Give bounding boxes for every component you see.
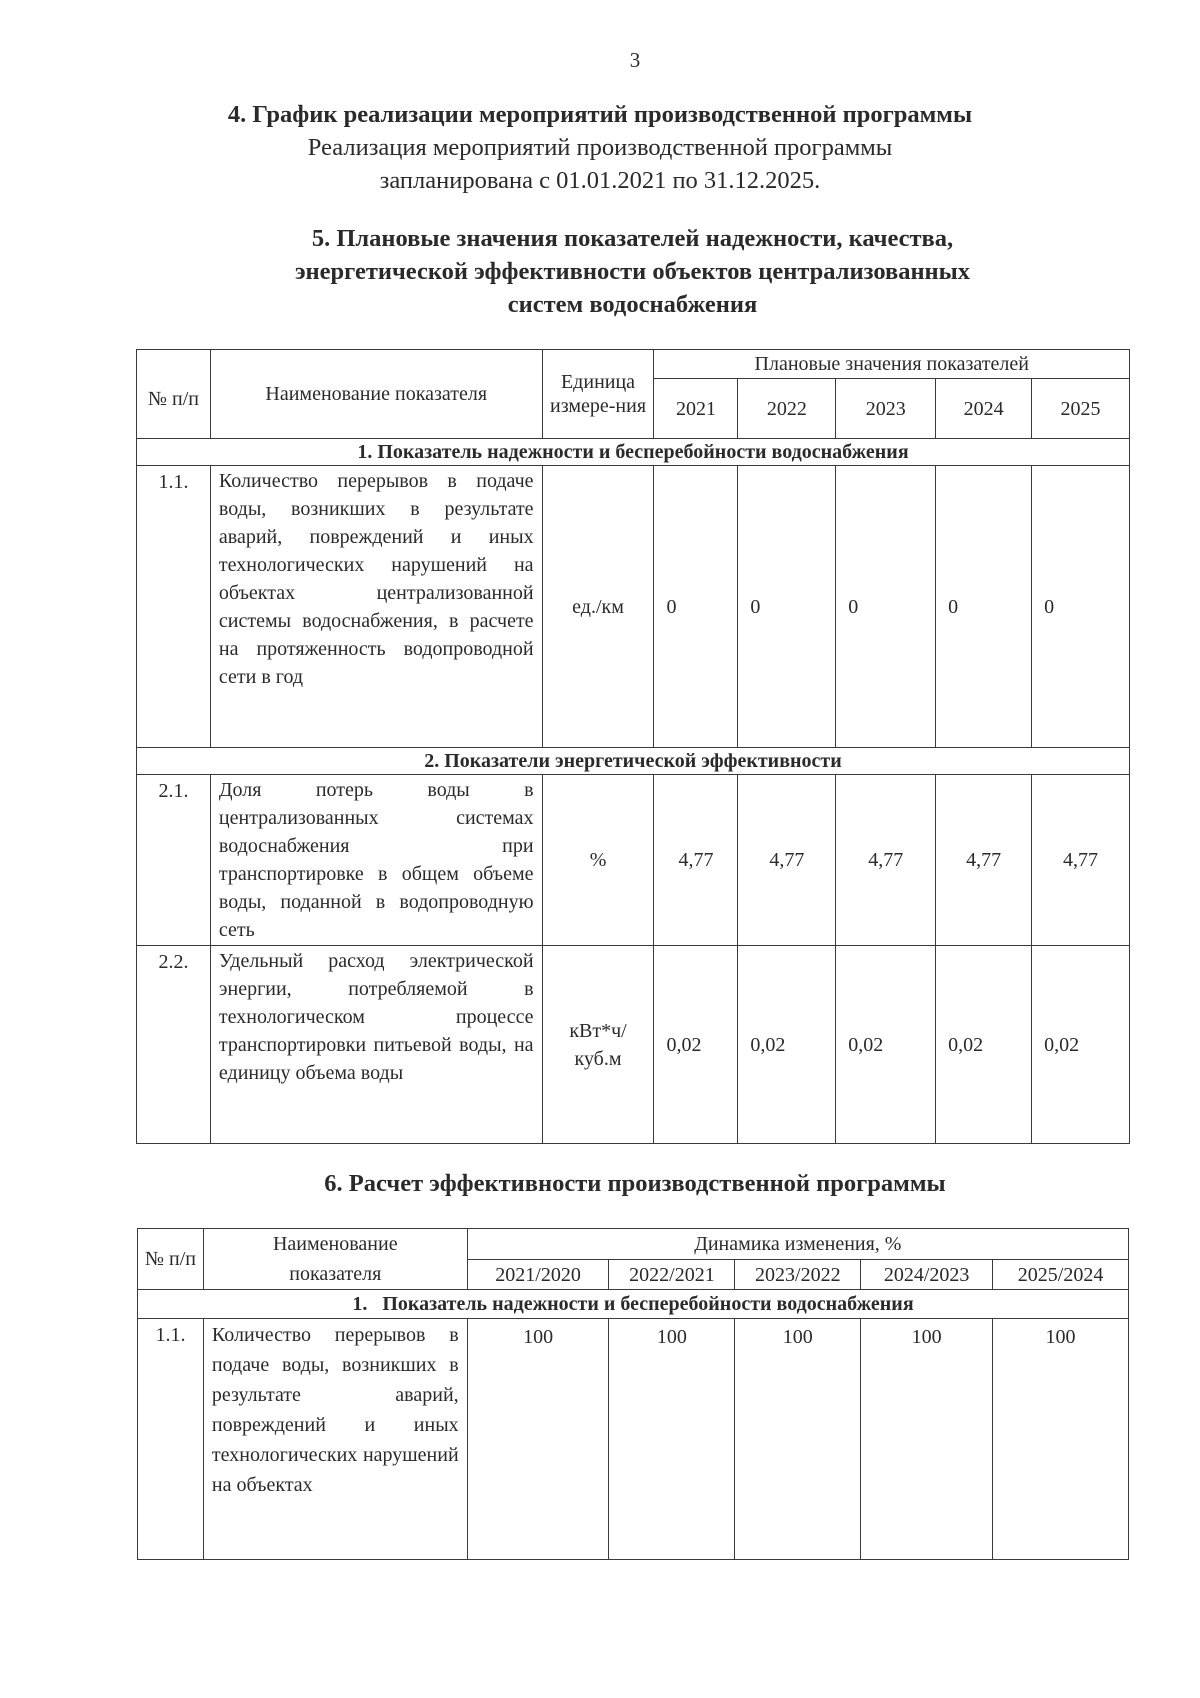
year-header: 2022 [738, 379, 836, 439]
value-2021-2020: 100 [467, 1319, 609, 1560]
year-header: 2021 [654, 379, 738, 439]
table-header-row [138, 1229, 1129, 1260]
value-2024-2023: 100 [861, 1319, 993, 1560]
section-row [138, 1290, 1129, 1319]
indicator-name: Удельный расход электрической энергии, потребляемой в технологическом процессе транспортировки питьевой воды, на единицу объема воды [210, 946, 542, 1144]
value-2021: 4,77 [654, 775, 738, 946]
section-5-heading-line-1: 5. Плановые значения показателей надежности, качества, [311, 225, 954, 252]
column-header-name: Наименование показателя [203, 1229, 467, 1290]
indicator-unit: % [542, 775, 654, 946]
table-row [137, 775, 1130, 946]
indicator-unit: ед./км [542, 466, 654, 748]
indicator-name: Количество перерывов в подаче воды, возникших в результате аварий, повреждений и иных технологических нарушений на объектах централизованной системы водоснабжения, в расчете на протяженность водопроводной сети в год [210, 466, 542, 748]
period-header: 2022/2021 [609, 1260, 735, 1290]
indicator-name: Доля потерь воды в централизованных системах водоснабжения при транспортировке в общем объеме воды, поданной в водопроводную сеть [210, 775, 542, 946]
table-header-row [137, 350, 1130, 379]
indicator-unit: кВт*ч/ куб.м [542, 946, 654, 1144]
group-1-title: 1. Показатель надежности и бесперебойности водоснабжения [138, 1290, 1129, 1319]
column-header-plan: Плановые значения показателей [654, 350, 1130, 379]
section-4-heading: 4. График реализации мероприятий производственной программы [227, 101, 973, 128]
value-2025: 0 [1032, 466, 1130, 748]
section-row [137, 439, 1130, 466]
section-row [137, 748, 1130, 775]
table-row [138, 1319, 1129, 1560]
value-2022-2021: 100 [609, 1319, 735, 1560]
value-2021: 0 [654, 466, 738, 748]
value-2024: 4,77 [936, 775, 1032, 946]
period-header: 2025/2024 [993, 1260, 1129, 1290]
section-4-line-2: запланирована с 01.01.2021 по 31.12.2025. [379, 167, 821, 194]
section-5-heading [225, 222, 1040, 321]
value-2023-2022: 100 [735, 1319, 861, 1560]
efficiency-table [137, 1228, 1129, 1560]
row-number: 1.1. [138, 1319, 204, 1560]
section-5-heading-line-3: систем водоснабжения [507, 291, 758, 318]
planned-values-table [136, 349, 1130, 1144]
row-number: 2.2. [137, 946, 211, 1144]
group-2-title: 2. Показатели энергетической эффективности [137, 748, 1130, 775]
column-header-number: № п/п [138, 1229, 204, 1290]
table-row [137, 466, 1130, 748]
value-2023: 0 [836, 466, 936, 748]
row-number: 1.1. [137, 466, 211, 748]
year-header: 2025 [1032, 379, 1130, 439]
column-header-name: Наименование показателя [210, 350, 542, 439]
indicator-name: Количество перерывов в подаче воды, возникших в результате аварий, повреждений и иных технологических нарушений на объектах [203, 1319, 467, 1560]
value-2022: 4,77 [738, 775, 836, 946]
value-2022: 0,02 [738, 946, 836, 1144]
column-header-dynamics: Динамика изменения, % [467, 1229, 1128, 1260]
period-header: 2023/2022 [735, 1260, 861, 1290]
period-header: 2021/2020 [467, 1260, 609, 1290]
value-2024: 0 [936, 466, 1032, 748]
value-2023: 4,77 [836, 775, 936, 946]
table-row [137, 946, 1130, 1144]
row-number: 2.1. [137, 775, 211, 946]
page-number: 3 [629, 48, 641, 72]
section-4-line-1: Реализация мероприятий производственной программы [307, 134, 893, 161]
value-2025: 0,02 [1032, 946, 1130, 1144]
column-header-unit: Единица измере-ния [542, 350, 654, 439]
period-header: 2024/2023 [861, 1260, 993, 1290]
value-2021: 0,02 [654, 946, 738, 1144]
value-2025-2024: 100 [993, 1319, 1129, 1560]
section-4 [0, 98, 1200, 197]
group-1-title: 1. Показатель надежности и бесперебойности водоснабжения [137, 439, 1130, 466]
column-header-number: № п/п [137, 350, 211, 439]
value-2022: 0 [738, 466, 836, 748]
year-header: 2024 [936, 379, 1032, 439]
section-5-heading-line-2: энергетической эффективности объектов централизованных [294, 258, 971, 285]
value-2025: 4,77 [1032, 775, 1130, 946]
value-2023: 0,02 [836, 946, 936, 1144]
section-6-heading: 6. Расчет эффективности производственной программы [324, 1170, 946, 1197]
value-2024: 0,02 [936, 946, 1032, 1144]
year-header: 2023 [836, 379, 936, 439]
